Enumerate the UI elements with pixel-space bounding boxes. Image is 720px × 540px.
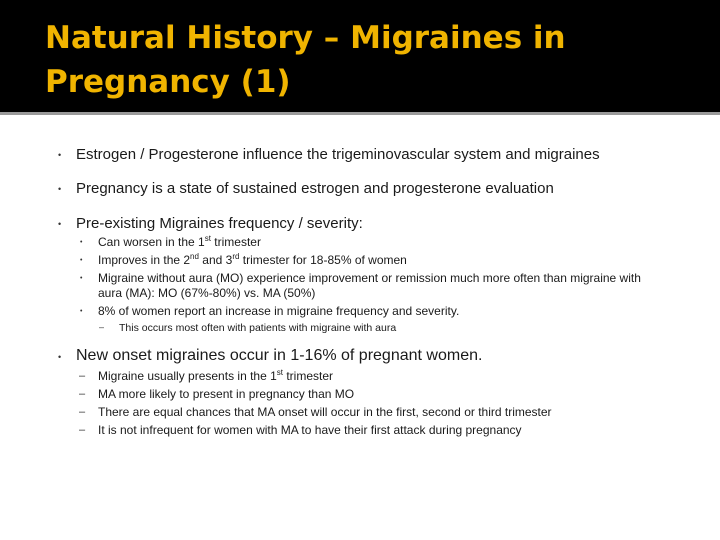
sub-item-improves-later-trimesters: Improves in the 2nd and 3rd trimester for 18-85% of women (98, 252, 407, 267)
bullet-pregnancy-state: Pregnancy is a state of sustained estrogen and progesterone evaluation (76, 180, 554, 197)
bullet-marker: • (58, 184, 62, 194)
bullet-marker: • (58, 150, 62, 160)
sub-bullet-marker: • (80, 308, 83, 315)
bullet-estrogen-progesterone: Estrogen / Progesterone influence the trigeminovascular system and migraines (76, 146, 600, 163)
sub-item-ma-more-likely: MA more likely to present in pregnancy than MO (98, 387, 355, 401)
slide-title-line-2: Pregnancy (1) (45, 64, 291, 100)
sub-sub-item-aura-patients: This occurs most often with patients with migraine with aura (119, 322, 397, 334)
title-divider (0, 112, 720, 115)
slide-title (45, 16, 685, 104)
sub-item-first-attack-pregnancy: It is not infrequent for women with MA to have their first attack during pregnancy (98, 423, 522, 437)
sub-bullet-marker: • (80, 257, 83, 264)
bullet-preexisting-migraines: Pre-existing Migraines frequency / severity: (76, 215, 363, 232)
bullet-marker: • (58, 219, 62, 229)
sub-bullet-marker: – (79, 406, 86, 418)
sub-sub-bullet-marker: – (99, 322, 105, 332)
sub-item-mo-vs-ma: Migraine without aura (MO) experience improvement or remission much more often than migraine with aura (MA): MO (67%-80%) vs. MA (50%) (98, 271, 641, 300)
sub-bullet-marker: • (80, 239, 83, 246)
sub-item-equal-chances: There are equal chances that MA onset will occur in the first, second or third trimester (98, 405, 552, 419)
sub-item-eight-percent-increase: 8% of women report an increase in migraine frequency and severity. (98, 304, 460, 318)
sub-bullet-marker: • (80, 275, 83, 282)
slide-title-line-1: Natural History – Migraines in (45, 20, 566, 56)
sub-item-worsen-first-trimester: Can worsen in the 1st trimester (98, 234, 261, 249)
bullet-new-onset-migraines: New onset migraines occur in 1-16% of pregnant women. (76, 347, 483, 364)
sub-bullet-marker: – (79, 388, 86, 400)
bullet-marker: • (58, 352, 62, 362)
sub-bullet-marker: – (79, 424, 86, 436)
sub-item-presents-first-trimester: Migraine usually presents in the 1st trimester (98, 368, 334, 383)
sub-bullet-marker: – (79, 370, 86, 382)
